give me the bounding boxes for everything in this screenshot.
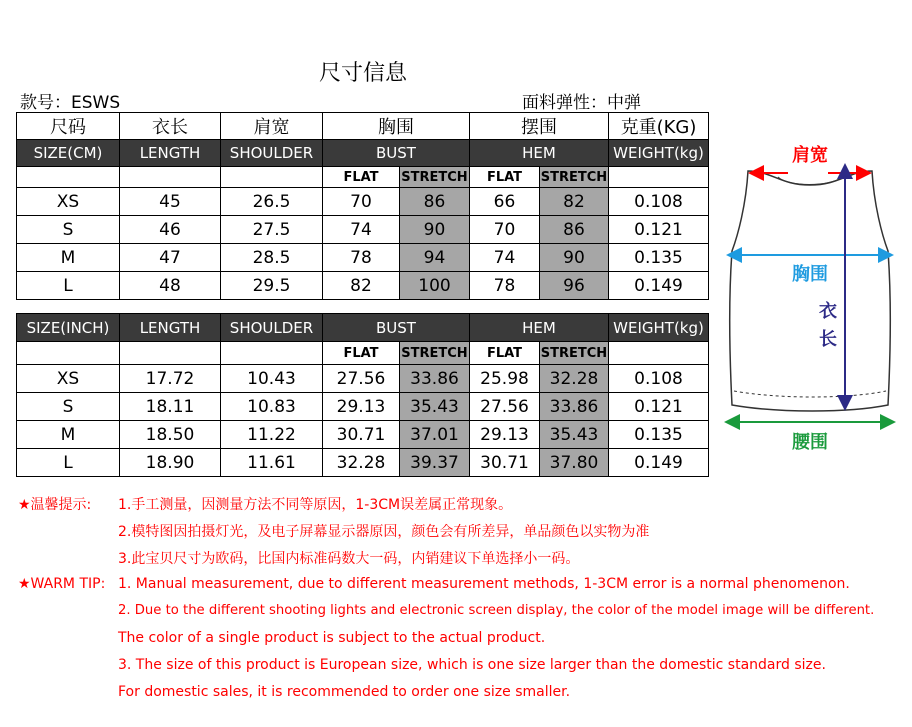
cn-tip-line: 2.模特图因拍摄灯光，及电子屏幕显示器原因，颜色会有所差异，单品颜色以实物为准 (118, 524, 650, 540)
bust-label: 胸围 (792, 264, 828, 285)
cell-weight: 0.108 (609, 188, 709, 216)
cn-tip-label: ★温馨提示: (18, 497, 92, 513)
cell-shoulder: 10.43 (221, 365, 323, 393)
bust-stretch-label: STRETCH (400, 167, 470, 188)
cn-tip-line: 1.手工测量，因测量方法不同等原因，1-3CM误差属正常现象。 (118, 497, 513, 513)
sub-header-row (17, 342, 709, 365)
en-tip-label: ★WARM TIP: (18, 576, 106, 592)
cell-size: L (17, 449, 120, 477)
cell-weight: 0.149 (609, 272, 709, 300)
cell-weight: 0.135 (609, 421, 709, 449)
style-number: 款号：ESWS (20, 93, 121, 113)
table-row (17, 365, 709, 393)
cell-hem-stretch: 32.28 (540, 365, 609, 393)
header-shoulder: SHOULDER (221, 140, 323, 167)
cell-bust-stretch: 94 (400, 244, 470, 272)
header-bust: BUST (323, 140, 470, 167)
hem-flat-label: FLAT (470, 167, 540, 188)
header-length-cn: 衣长 (120, 113, 221, 140)
cell-hem-stretch: 37.80 (540, 449, 609, 477)
hem-stretch-label: STRETCH (540, 342, 609, 365)
cell-hem-flat: 29.13 (470, 421, 540, 449)
cell-bust-stretch: 86 (400, 188, 470, 216)
header-bust-cn: 胸围 (323, 113, 470, 140)
cell-size: L (17, 272, 120, 300)
cell-shoulder: 29.5 (221, 272, 323, 300)
cell-size: M (17, 244, 120, 272)
header-weight: WEIGHT(kg) (609, 314, 709, 342)
header-weight: WEIGHT(kg) (609, 140, 709, 167)
cell-size: XS (17, 365, 120, 393)
cell-bust-stretch: 33.86 (400, 365, 470, 393)
cell-length: 46 (120, 216, 221, 244)
header-hem-cn: 摆围 (470, 113, 609, 140)
cell-bust-flat: 78 (323, 244, 400, 272)
table-row (17, 421, 709, 449)
length-label-2: 长 (819, 329, 837, 350)
cell-shoulder: 27.5 (221, 216, 323, 244)
cell-hem-flat: 70 (470, 216, 540, 244)
en-header-row (17, 314, 709, 342)
cell-length: 18.50 (120, 421, 221, 449)
cell-bust-flat: 27.56 (323, 365, 400, 393)
hem-label: 腰围 (792, 432, 828, 453)
cell-shoulder: 10.83 (221, 393, 323, 421)
cell-bust-flat: 70 (323, 188, 400, 216)
cell-length: 18.90 (120, 449, 221, 477)
shoulder-label: 肩宽 (792, 145, 828, 166)
cell-length: 45 (120, 188, 221, 216)
header-bust: BUST (323, 314, 470, 342)
hem-stretch-label: STRETCH (540, 167, 609, 188)
en-tip-line: The color of a single product is subject to the actual product. (118, 630, 546, 646)
cell-hem-stretch: 82 (540, 188, 609, 216)
table-row (17, 272, 709, 300)
cell-length: 18.11 (120, 393, 221, 421)
cell-shoulder: 11.22 (221, 421, 323, 449)
cell-bust-stretch: 37.01 (400, 421, 470, 449)
en-tip-line: For domestic sales, it is recommended to order one size smaller. (118, 684, 571, 700)
page-title: 尺寸信息 (318, 61, 407, 86)
cell-length: 47 (120, 244, 221, 272)
cell-shoulder: 26.5 (221, 188, 323, 216)
cell-hem-flat: 25.98 (470, 365, 540, 393)
cell-hem-stretch: 96 (540, 272, 609, 300)
header-hem: HEM (470, 314, 609, 342)
header-size-cn: 尺码 (17, 113, 120, 140)
bust-flat-label: FLAT (323, 167, 400, 188)
header-shoulder: SHOULDER (221, 314, 323, 342)
cell-weight: 0.108 (609, 365, 709, 393)
size-table-cm (16, 112, 709, 300)
cell-weight: 0.121 (609, 216, 709, 244)
header-hem: HEM (470, 140, 609, 167)
table-row (17, 244, 709, 272)
en-tip-line: 3. The size of this product is European size, which is one size larger than the domestic standard size. (118, 657, 826, 673)
cell-bust-stretch: 39.37 (400, 449, 470, 477)
table-row (17, 449, 709, 477)
cell-hem-flat: 74 (470, 244, 540, 272)
en-tip-line: 2. Due to the different shooting lights and electronic screen display, the color of the model image will be different. (118, 603, 875, 618)
cell-bust-flat: 30.71 (323, 421, 400, 449)
cell-bust-flat: 74 (323, 216, 400, 244)
bust-flat-label: FLAT (323, 342, 400, 365)
cell-bust-flat: 29.13 (323, 393, 400, 421)
table-row (17, 188, 709, 216)
cell-weight: 0.135 (609, 244, 709, 272)
cell-bust-flat: 32.28 (323, 449, 400, 477)
table-row (17, 216, 709, 244)
en-header-row (17, 140, 709, 167)
cell-bust-stretch: 90 (400, 216, 470, 244)
cell-shoulder: 11.61 (221, 449, 323, 477)
cell-shoulder: 28.5 (221, 244, 323, 272)
cell-bust-stretch: 35.43 (400, 393, 470, 421)
length-label-1: 衣 (819, 301, 837, 322)
cell-hem-stretch: 33.86 (540, 393, 609, 421)
fabric-elasticity: 面料弹性：中弹 (522, 93, 641, 113)
cell-hem-stretch: 86 (540, 216, 609, 244)
cell-size: S (17, 216, 120, 244)
cell-hem-flat: 27.56 (470, 393, 540, 421)
header-shoulder-cn: 肩宽 (221, 113, 323, 140)
header-weight-cn: 克重(KG) (609, 113, 709, 140)
cell-hem-flat: 66 (470, 188, 540, 216)
cell-length: 17.72 (120, 365, 221, 393)
header-size: SIZE(CM) (17, 140, 120, 167)
cell-bust-stretch: 100 (400, 272, 470, 300)
cell-weight: 0.121 (609, 393, 709, 421)
en-tip-line: 1. Manual measurement, due to different measurement methods, 1-3CM error is a normal phenomenon. (118, 576, 850, 592)
garment-diagram (718, 135, 908, 465)
cell-hem-stretch: 90 (540, 244, 609, 272)
cn-header-row (17, 113, 709, 140)
bust-stretch-label: STRETCH (400, 342, 470, 365)
cell-hem-stretch: 35.43 (540, 421, 609, 449)
cell-hem-flat: 78 (470, 272, 540, 300)
cell-hem-flat: 30.71 (470, 449, 540, 477)
header-length: LENGTH (120, 314, 221, 342)
cell-bust-flat: 82 (323, 272, 400, 300)
cell-size: S (17, 393, 120, 421)
size-table-inch (16, 313, 709, 477)
cn-tip-line: 3.此宝贝尺寸为欧码，比国内标准码数大一码，内销建议下单选择小一码。 (118, 551, 580, 567)
cell-weight: 0.149 (609, 449, 709, 477)
header-length: LENGTH (120, 140, 221, 167)
hem-flat-label: FLAT (470, 342, 540, 365)
tank-outline (730, 171, 891, 411)
header-size: SIZE(INCH) (17, 314, 120, 342)
cell-size: M (17, 421, 120, 449)
cell-size: XS (17, 188, 120, 216)
cell-length: 48 (120, 272, 221, 300)
sub-header-row (17, 167, 709, 188)
table-row (17, 393, 709, 421)
